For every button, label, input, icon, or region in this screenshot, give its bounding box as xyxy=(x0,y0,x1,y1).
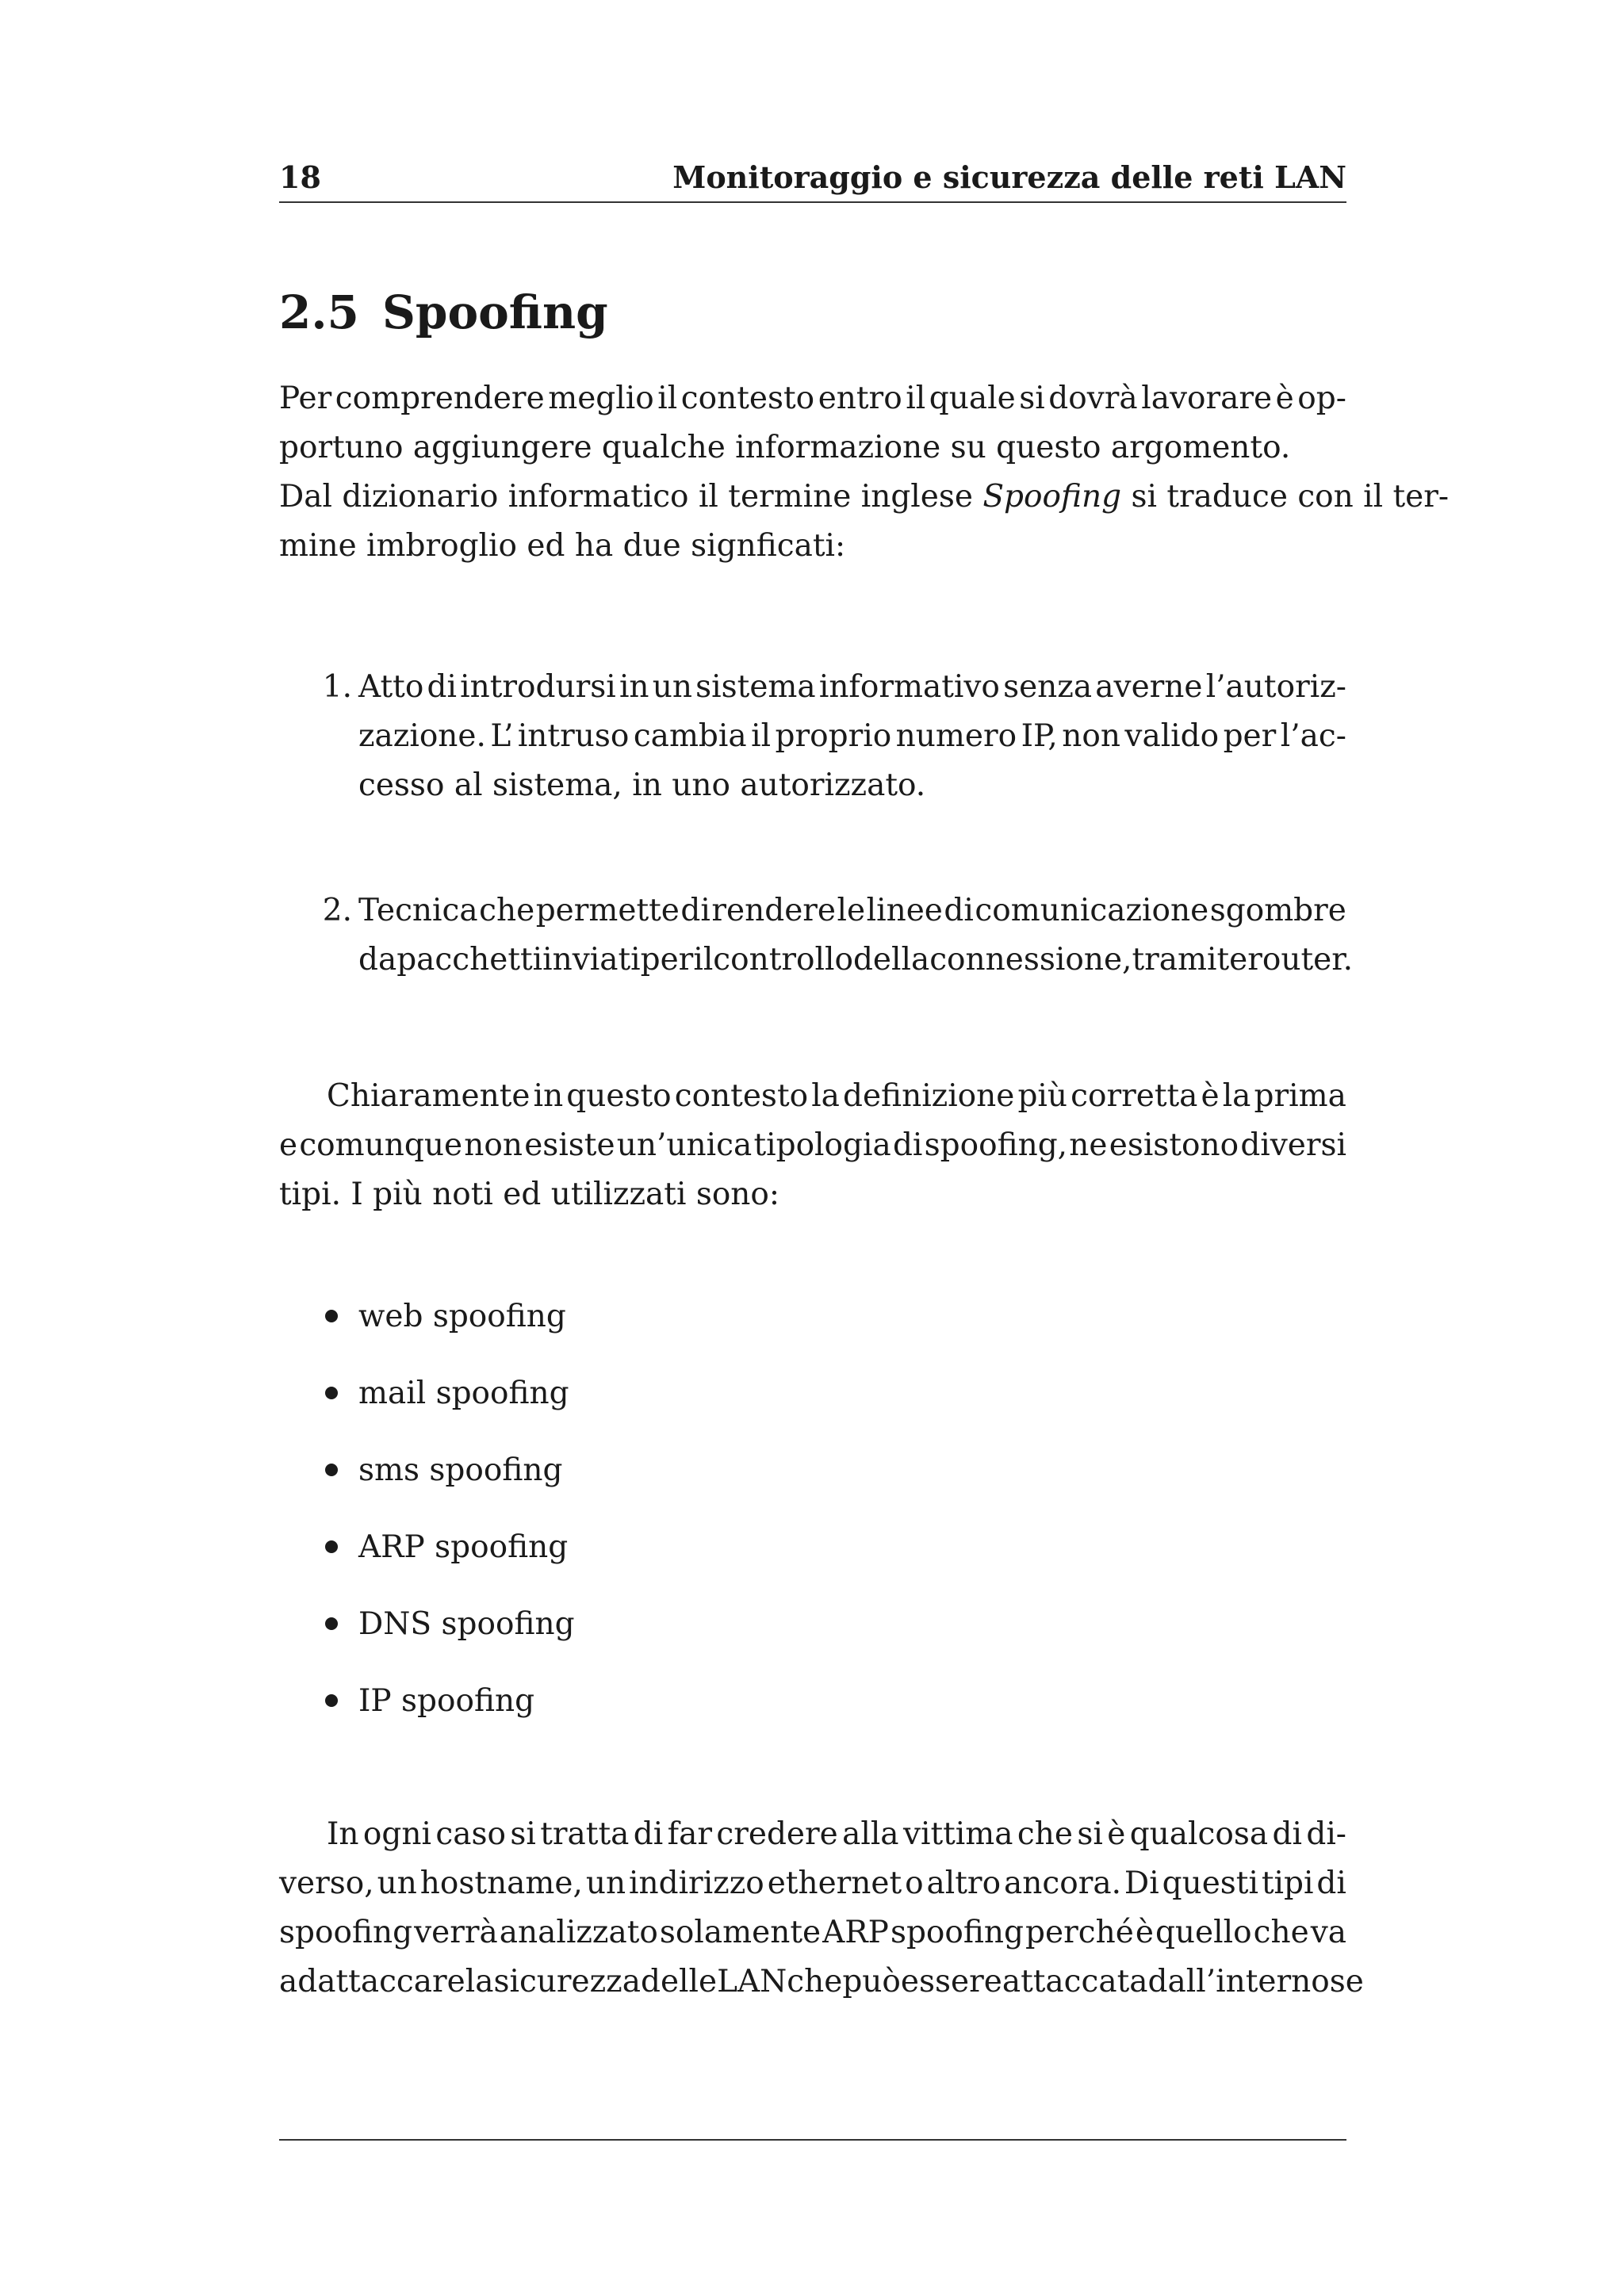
intro-paragraph xyxy=(279,374,1450,571)
intro-line xyxy=(279,473,1450,522)
intro-text: si traduce con il ter- xyxy=(1121,479,1450,515)
section-heading xyxy=(279,285,608,339)
intro-line: Per comprendere meglio il contesto entro il quale si dovrà lavorare è op- xyxy=(279,381,1346,416)
item-body xyxy=(358,663,1346,810)
item-label: 1. xyxy=(322,669,352,705)
footer-rule xyxy=(279,2139,1346,2141)
running-header xyxy=(279,155,1346,203)
paragraph-2 xyxy=(279,1072,1346,1219)
bullet-icon xyxy=(325,1464,338,1476)
para-line: tipi. I più noti ed utilizzati sono: xyxy=(279,1177,780,1212)
para-line: In ogni caso si tratta di far credere alla vittima che si è qualcosa di di- xyxy=(327,1816,1346,1852)
document-page: 18 Monitoraggio e sicurezza delle reti LAN 2.5 Spoofing Per comprendere meglio il contesto entro il quale si dovrà lavorare è op- portuno aggiungere qualche informazione su questo argomento. Dal dizionario informatico il termine inglese Spoofing si traduce con il ter- mine imbroglio ed ha due signficati: 1. Atto di introdursi in un sistema informativo senza averne l’autoriz- zazione. L’ intruso cambia il proprio numero IP, non valido per l’ac- cesso al sistema, in uno autorizzato. 2. Tecnica che permette di rendere le linee di comunicazione sgombre da pacchetti inviati per il controllo della connessione, tramite router. Chiaramente in questo contesto la definizione più corretta è la prima e comunque non esiste un’unica tipologia di spoofing, ne esistono diversi tipi. I più noti ed utilizzati sono: web spoofing mail spoofing sms spoofing ARP spoofing DNS spoofing IP spoofing In ogni caso si tratta di far credere alla vittima che si è qualcosa di di- verso, un hostname, un indirizzo ethernet o altro ancora. Di questi tipi di spoofing verrà analizzato solamente ARP spoofing perché è quello che va ad attaccare la sicurezza delle LAN che può essere attaccata dall’interno se xyxy=(0,0,1624,2296)
para-line: e comunque non esiste un’unica tipologia di spoofing, ne esistono diversi xyxy=(279,1127,1346,1163)
item-line: da pacchetti inviati per il controllo della connessione, tramite router. xyxy=(358,942,1353,978)
bullet-icon xyxy=(325,1387,338,1399)
para-line: spoofing verrà analizzato solamente ARP spoofing perché è quello che va xyxy=(279,1915,1346,1950)
paragraph-3 xyxy=(279,1810,1364,2007)
bullet-icon xyxy=(325,1617,338,1630)
bullet-icon xyxy=(325,1694,338,1707)
item-body xyxy=(358,886,1353,985)
para-line: Chiaramente in questo contesto la definizione più corretta è la prima xyxy=(327,1078,1346,1114)
item-line: Tecnica che permette di rendere le linee di comunicazione sgombre xyxy=(358,893,1346,928)
para-line: ad attaccare la sicurezza delle LAN che può essere attaccata dall’interno se xyxy=(279,1964,1364,1999)
running-title: Monitoraggio e sicurezza delle reti LAN xyxy=(672,159,1346,195)
bullet-icon xyxy=(325,1310,338,1322)
item-line: Atto di introdursi in un sistema informativo senza averne l’autoriz- xyxy=(358,669,1346,705)
bullet-icon xyxy=(325,1540,338,1553)
para-line: verso, un hostname, un indirizzo ethernet o altro ancora. Di questi tipi di xyxy=(279,1866,1346,1901)
item-line: zazione. L’ intruso cambia il proprio numero IP, non valido per l’ac- xyxy=(358,718,1346,754)
section-number: 2.5 xyxy=(279,285,359,339)
item-label: 2. xyxy=(322,893,352,928)
intro-line: mine imbroglio ed ha due signficati: xyxy=(279,528,846,564)
section-title: Spoofing xyxy=(382,285,608,339)
item-line: cesso al sistema, in uno autorizzato. xyxy=(358,767,926,803)
intro-text: Dal dizionario informatico il termine inglese xyxy=(279,479,983,515)
term-spoofing: Spoofing xyxy=(982,479,1122,515)
intro-line: portuno aggiungere qualche informazione su questo argomento. xyxy=(279,430,1291,465)
page-number: 18 xyxy=(279,159,321,195)
